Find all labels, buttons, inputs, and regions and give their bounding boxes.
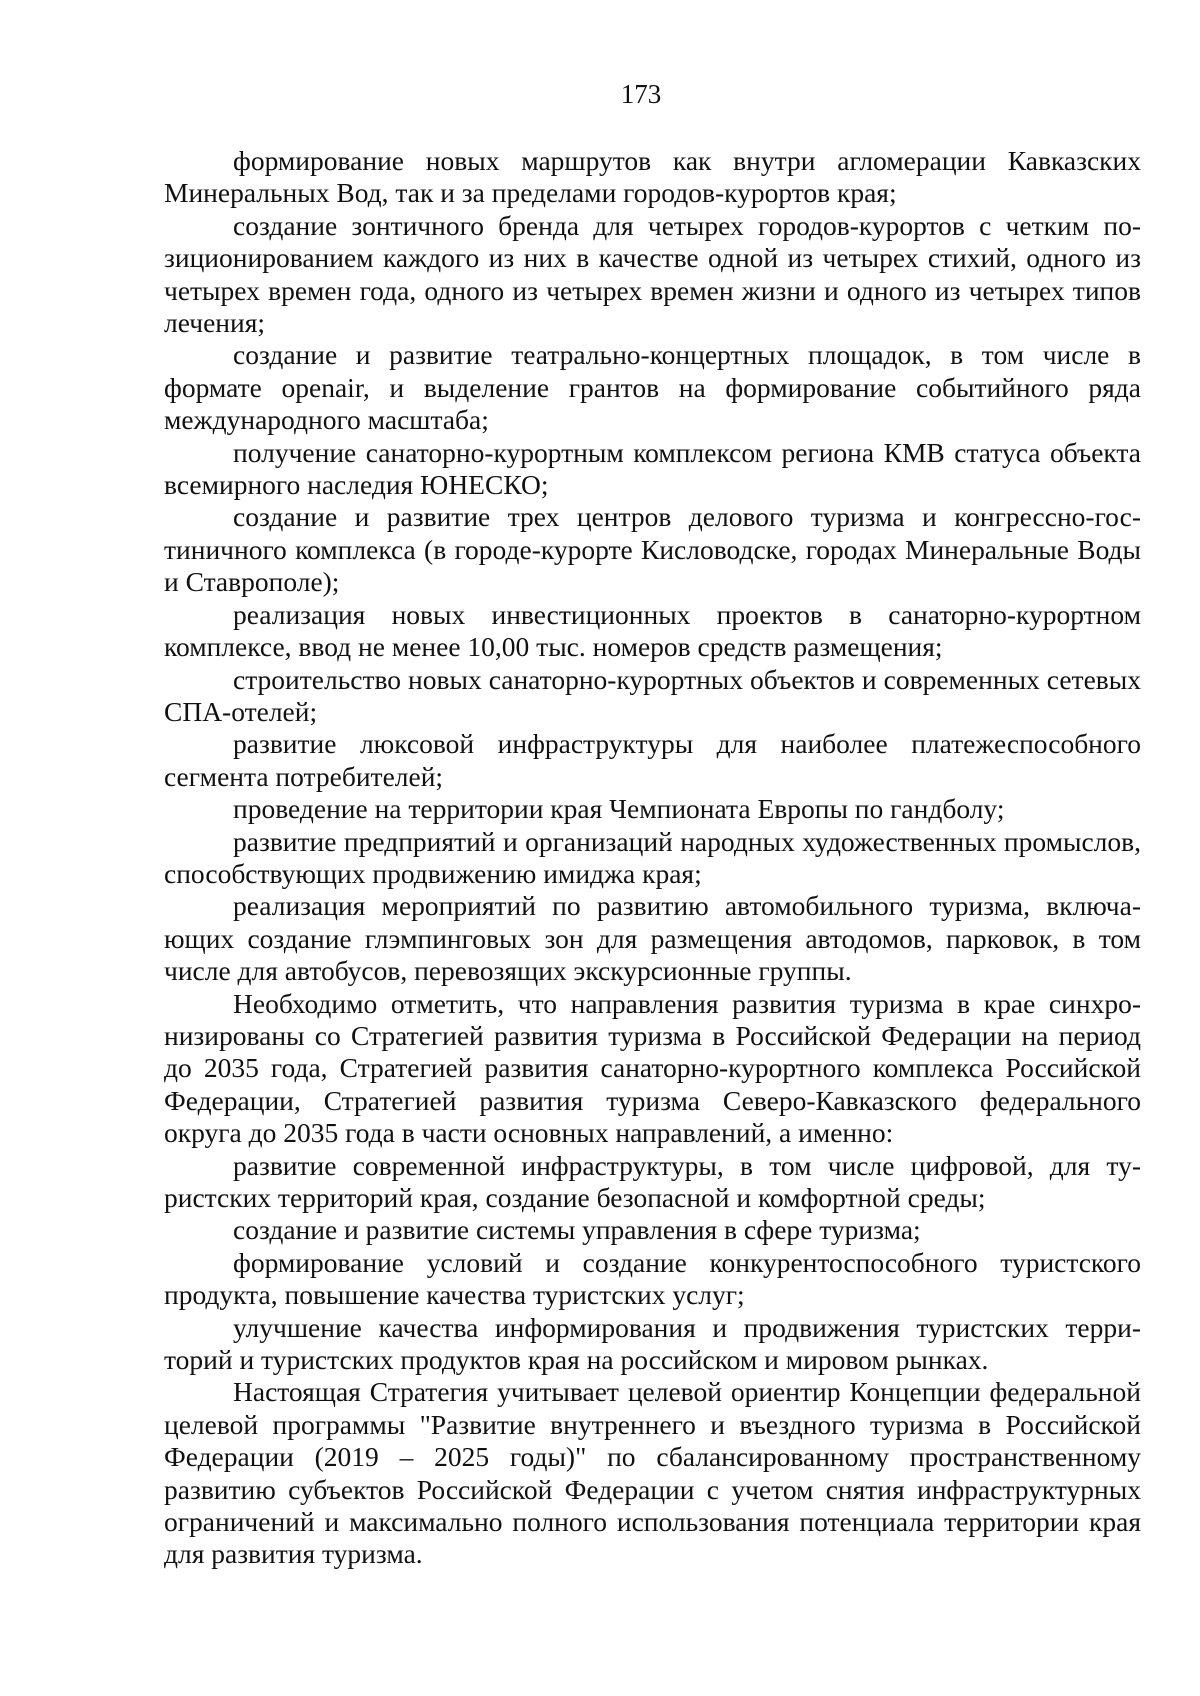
paragraph: формирование условий и создание конкурентоспособного туристского продукта, повышение качества туристских услуг; <box>164 1246 1141 1311</box>
paragraph: проведение на территории края Чемпионата Европы по гандболу; <box>233 793 1005 825</box>
paragraph: формирование новых маршрутов как внутри агломерации Кавказских Минеральных Вод, так и за пределами городов-курортов края; <box>164 145 1141 209</box>
paragraph: получение санаторно-курортным комплексом региона КМВ статуса объекта всемирного наследия ЮНЕСКО; <box>164 436 1141 501</box>
paragraph: создание зонтичного бренда для четырех городов-курортов с четким позиционированием каждого из них в качестве одной из четырех стихий, одного из четырех времен года, одного из четырех времен жизни и одного из четырех типов лечения; <box>164 209 1141 339</box>
body-text <box>164 145 1141 1571</box>
paragraph: создание и развитие театрально-концертных площадок, в том числе в формате openair, и выделение грантов на формирование событийного ряда международного масштаба; <box>164 339 1141 436</box>
paragraph: улучшение качества информирования и продвижения туристских территорий и туристских продуктов края на российском и мировом рынках. <box>164 1311 1141 1376</box>
paragraph: реализация мероприятий по развитию автомобильного туризма, включающих создание глэмпинговых зон для размещения автодомов, парковок, в том числе для автобусов, перевозящих экскурсионные группы. <box>164 890 1141 987</box>
paragraph: создание и развитие системы управления в сфере туризма; <box>233 1214 921 1246</box>
paragraph: строительство новых санаторно-курортных объектов и современных сетевых СПА-отелей; <box>164 663 1141 727</box>
paragraph: Настоящая Стратегия учитывает целевой ориентир Концепции федеральной целевой программы "Развитие внутреннего и въездного туризма в Российской Федерации (2019 – 2025 годы)" по сбалансированному пространственному развитию субъектов Российской Федерации с учетом снятия инфраструктурных ограничений и максимально полного использования потенциала территории края для развития туризма. <box>164 1376 1141 1570</box>
paragraph: Необходимо отметить, что направления развития туризма в крае синхронизированы со Стратегией развития туризма в Российской Федерации на период до 2035 года, Стратегией развития санаторно-курортного комплекса Российской Федерации, Стратегией развития туризма Северо-Кавказского федерального округа до 2035 года в части основных направлений, а именно: <box>164 987 1141 1149</box>
paragraph: развитие люксовой инфраструктуры для наиболее платежеспособного сегмента потребителей; <box>164 728 1141 792</box>
page-number: 173 <box>620 79 662 109</box>
paragraph: реализация новых инвестиционных проектов в санаторно-курортном комплексе, ввод не менее 10,00 тыс. номеров средств размещения; <box>164 598 1141 663</box>
paragraph: развитие предприятий и организаций народных художественных промыслов, способствующих продвижению имиджа края; <box>164 825 1141 889</box>
paragraph: развитие современной инфраструктуры, в том числе цифровой, для туристских территорий края, создание безопасной и комфортной среды; <box>164 1149 1141 1213</box>
paragraph: создание и развитие трех центров делового туризма и конгрессно-гостиничного комплекса (в городе-курорте Кисловодске, городах Минеральные Воды и Ставрополе); <box>164 501 1141 598</box>
